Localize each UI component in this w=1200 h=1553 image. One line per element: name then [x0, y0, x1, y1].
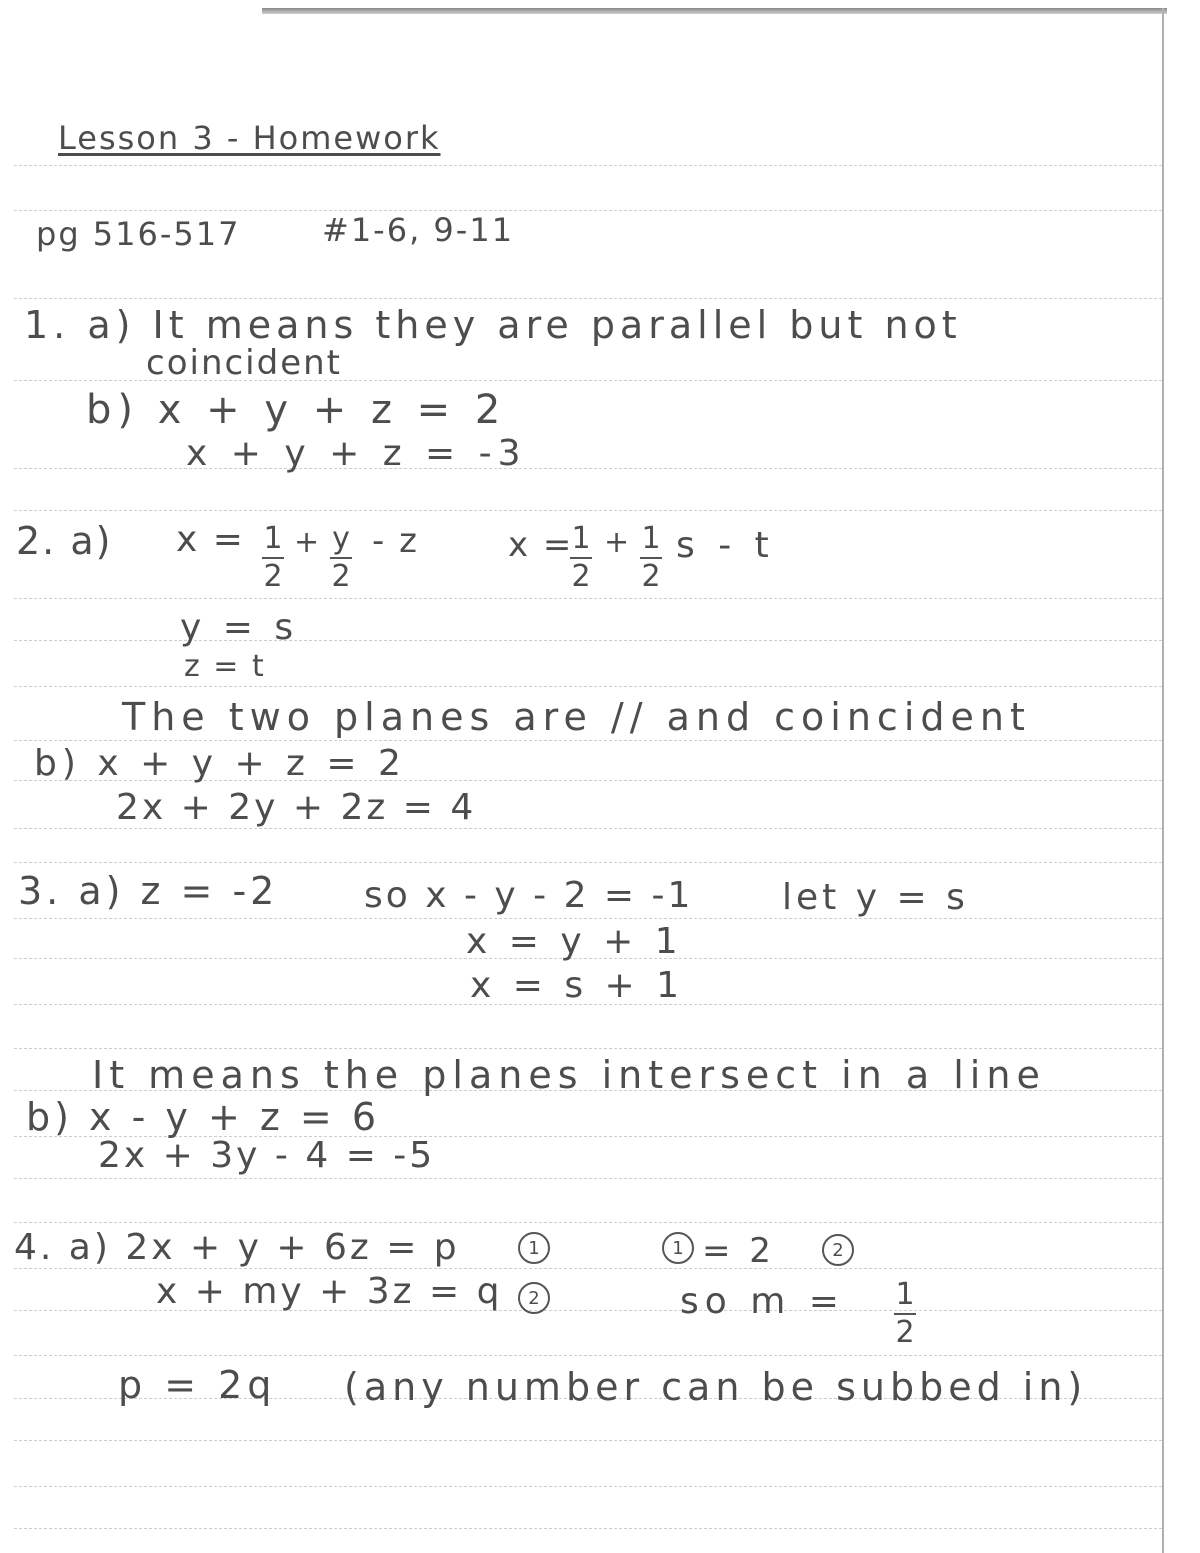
- page-title: Lesson 3 - Homework: [58, 119, 441, 157]
- relation-circle-1: 1: [662, 1232, 694, 1264]
- ruled-line: [14, 862, 1162, 863]
- q4-a-eq1: 4. a) 2x + y + 6z = p: [14, 1227, 460, 1268]
- q2-x-eq1: x =: [176, 519, 245, 560]
- ruled-line: [14, 1268, 1162, 1269]
- ruled-line: [14, 165, 1162, 166]
- frac-denominator: 2: [571, 559, 591, 594]
- ruled-line: [14, 298, 1162, 299]
- q2-label: 2. a): [16, 519, 113, 563]
- q2-x-eq1-frac1: [262, 521, 284, 594]
- q3-step1: x = y + 1: [466, 921, 683, 962]
- q1-b-eq2: x + y + z = -3: [186, 433, 527, 474]
- assignment-pages: pg 516-517: [36, 215, 241, 253]
- ruled-line: [14, 510, 1162, 511]
- ruled-line: [14, 598, 1162, 599]
- q1-a-line2: coincident: [146, 343, 343, 383]
- q3-step2: x = s + 1: [470, 965, 685, 1006]
- ruled-line: [14, 1355, 1162, 1356]
- ruled-line: [14, 1440, 1162, 1441]
- q2-y-eq: y = s: [180, 607, 299, 648]
- ruled-line: [14, 828, 1162, 829]
- q3-let: let y = s: [782, 877, 969, 918]
- q4-m-frac: [894, 1277, 916, 1350]
- assignment-problems: #1-6, 9-11: [322, 211, 515, 249]
- ruled-line: [14, 1486, 1162, 1487]
- frac-numerator: 1: [571, 521, 591, 556]
- ruled-line: [14, 1222, 1162, 1223]
- q2-b-eq1: b) x + y + z = 2: [34, 743, 406, 784]
- frac-denominator: 2: [263, 559, 283, 594]
- ruled-line: [14, 740, 1162, 741]
- q1-a-line1: 1. a) It means they are parallel but not: [24, 303, 962, 347]
- q3-statement: It means the planes intersect in a line: [92, 1053, 1046, 1097]
- q3-b-eq2: 2x + 3y - 4 = -5: [98, 1135, 436, 1176]
- q2-x-eq2-tail: s - t: [676, 525, 775, 566]
- q2-z-eq: z = t: [184, 649, 266, 684]
- q2-x-eq1-op: +: [294, 525, 322, 560]
- equation-tag-2: 2: [518, 1282, 550, 1314]
- ruled-line: [14, 210, 1162, 211]
- frac-numerator: y: [332, 521, 350, 556]
- frac-denominator: 2: [641, 559, 661, 594]
- q2-x-eq2-op: +: [604, 525, 632, 560]
- q2-x-eq1-frac2: [330, 521, 352, 594]
- q3-so: so x - y - 2 = -1: [364, 875, 694, 916]
- ruled-line: [14, 1178, 1162, 1179]
- ruled-line: [14, 1528, 1162, 1529]
- frac-numerator: 1: [641, 521, 661, 556]
- q4-so: so m =: [680, 1281, 845, 1322]
- q2-x-eq1-tail: - z: [372, 521, 419, 561]
- q2-x-eq2-frac2: [640, 521, 662, 594]
- q3-b-eq1: b) x - y + z = 6: [26, 1095, 380, 1139]
- q3-a-line: 3. a) z = -2: [18, 869, 279, 913]
- q2-x-eq2-frac1: [570, 521, 592, 594]
- frac-numerator: 1: [895, 1277, 915, 1312]
- ruled-line: [14, 686, 1162, 687]
- frac-denominator: 2: [331, 559, 351, 594]
- ruled-line: [14, 918, 1162, 919]
- frac-numerator: 1: [263, 521, 283, 556]
- scan-edge-top: [262, 8, 1167, 14]
- equation-tag-1: 1: [518, 1232, 550, 1264]
- q4-note: (any number can be subbed in): [344, 1365, 1088, 1409]
- q4-p-eq: p = 2q: [118, 1363, 277, 1407]
- q4-relation: = 2: [702, 1231, 775, 1271]
- relation-circle-2: 2: [822, 1234, 854, 1266]
- q2-b-eq2: 2x + 2y + 2z = 4: [116, 787, 477, 828]
- q4-a-eq2: x + my + 3z = q: [156, 1271, 503, 1312]
- ruled-line: [14, 1048, 1162, 1049]
- frac-denominator: 2: [895, 1315, 915, 1350]
- q2-x-eq2: x =: [508, 525, 574, 565]
- q1-b-eq1: b) x + y + z = 2: [86, 387, 507, 433]
- scan-edge-right: [1162, 8, 1164, 1553]
- q2-statement: The two planes are // and coincident: [122, 695, 1031, 739]
